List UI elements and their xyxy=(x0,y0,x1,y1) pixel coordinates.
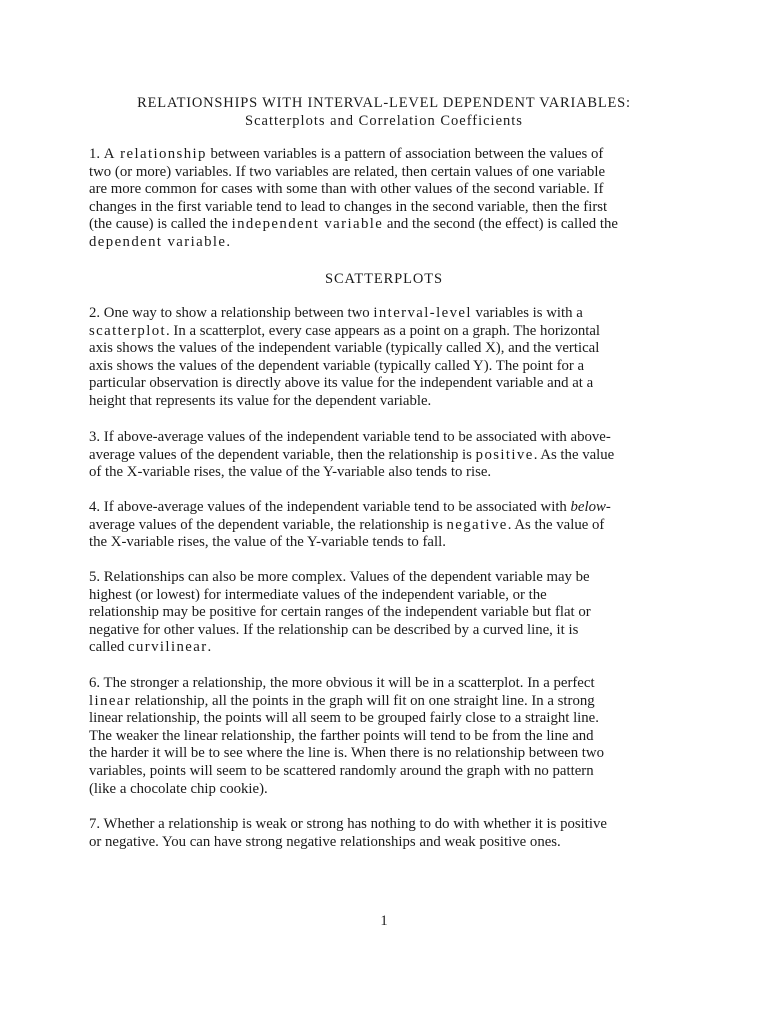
text-line: (like a chocolate chip cookie). xyxy=(89,780,268,797)
paragraph-3 xyxy=(89,429,689,482)
paragraph-7 xyxy=(89,816,689,851)
text-line: average values of the dependent variable, the relationship is negative. As the value of xyxy=(89,516,605,533)
text-line: 2. One way to show a relationship between two interval-level variables is with a xyxy=(89,305,583,321)
paragraph-1 xyxy=(89,146,689,252)
text-line: negative for other values. If the relationship can be described by a curved line, it is xyxy=(89,621,579,638)
text-line: the harder it will be to see where the line is. When there is no relationship between two xyxy=(89,745,604,762)
defined-term: negative xyxy=(446,516,508,533)
text-line: changes in the first variable tend to lead to changes in the second variable, then the first xyxy=(89,198,608,215)
section-heading-scatterplots: SCATTERPLOTS xyxy=(325,271,443,287)
text-line: or negative. You can have strong negative relationships and weak positive ones. xyxy=(89,833,561,850)
defined-term: interval-level xyxy=(373,305,472,321)
defined-term: positive xyxy=(475,446,534,463)
text-line: 3. If above-average values of the independent variable tend to be associated with above- xyxy=(89,429,611,445)
text-line: average values of the dependent variable, then the relationship is positive. As the value xyxy=(89,446,615,463)
text-line: of the X-variable rises, the value of the Y-variable also tends to rise. xyxy=(89,464,492,481)
defined-term: curvilinear xyxy=(128,639,208,656)
defined-term: dependent variable xyxy=(89,233,227,250)
defined-term: independent variable xyxy=(231,216,384,233)
defined-term: A relationship xyxy=(103,146,207,162)
text-line: The weaker the linear relationship, the farther points will tend to be from the line and xyxy=(89,727,594,744)
text-line: 6. The stronger a relationship, the more obvious it will be in a scatterplot. In a perfect xyxy=(89,675,595,691)
text-line: scatterplot. In a scatterplot, every case appears as a point on a graph. The horizontal xyxy=(89,322,601,339)
text-line: linear relationship, the points will all seem to be grouped fairly close to a straight line. xyxy=(89,710,599,727)
text-line: dependent variable. xyxy=(89,233,231,250)
defined-term: linear xyxy=(89,692,132,709)
defined-term: scatterplot xyxy=(89,322,167,339)
text-line: 1. A relationship between variables is a pattern of association between the values of xyxy=(89,146,604,162)
text-line: variables, points will seem to be scattered randomly around the graph with no pattern xyxy=(89,762,594,779)
paragraph-2 xyxy=(89,305,689,411)
text-line: height that represents its value for the dependent variable. xyxy=(89,392,432,409)
text-line: 4. If above-average values of the independent variable tend to be associated with below- xyxy=(89,499,611,515)
text-line: two (or more) variables. If two variables are related, then certain values of one variable xyxy=(89,163,606,180)
text-line: 5. Relationships can also be more complex. Values of the dependent variable may be xyxy=(89,569,590,585)
paragraph-5 xyxy=(89,569,689,657)
text-line: 7. Whether a relationship is weak or strong has nothing to do with whether it is positive xyxy=(89,816,607,832)
text-line: (the cause) is called the independent variable and the second (the effect) is called the xyxy=(89,216,618,233)
text-line: relationship may be positive for certain ranges of the independent variable but flat or xyxy=(89,604,591,621)
text-line: the X-variable rises, the value of the Y-variable tends to fall. xyxy=(89,534,446,551)
document-title: RELATIONSHIPS WITH INTERVAL-LEVEL DEPENDENT VARIABLES: xyxy=(137,95,631,111)
text-line: called curvilinear. xyxy=(89,639,212,656)
text-line: highest (or lowest) for intermediate values of the independent variable, or the xyxy=(89,586,547,603)
emphasis: below xyxy=(570,499,606,515)
page-number: 1 xyxy=(380,913,388,929)
text-line: linear relationship, all the points in the graph will fit on one straight line. In a strong xyxy=(89,692,595,709)
paragraph-6 xyxy=(89,675,689,798)
paragraph-4 xyxy=(89,499,689,552)
text-line: axis shows the values of the dependent variable (typically called Y). The point for a xyxy=(89,357,585,374)
text-line: are more common for cases with some than with other values of the second variable. If xyxy=(89,181,604,198)
text-line: particular observation is directly above its value for the independent variable and at a xyxy=(89,375,594,392)
text-line: axis shows the values of the independent variable (typically called X), and the vertical xyxy=(89,340,600,357)
document-subtitle: Scatterplots and Correlation Coefficients xyxy=(245,113,523,129)
